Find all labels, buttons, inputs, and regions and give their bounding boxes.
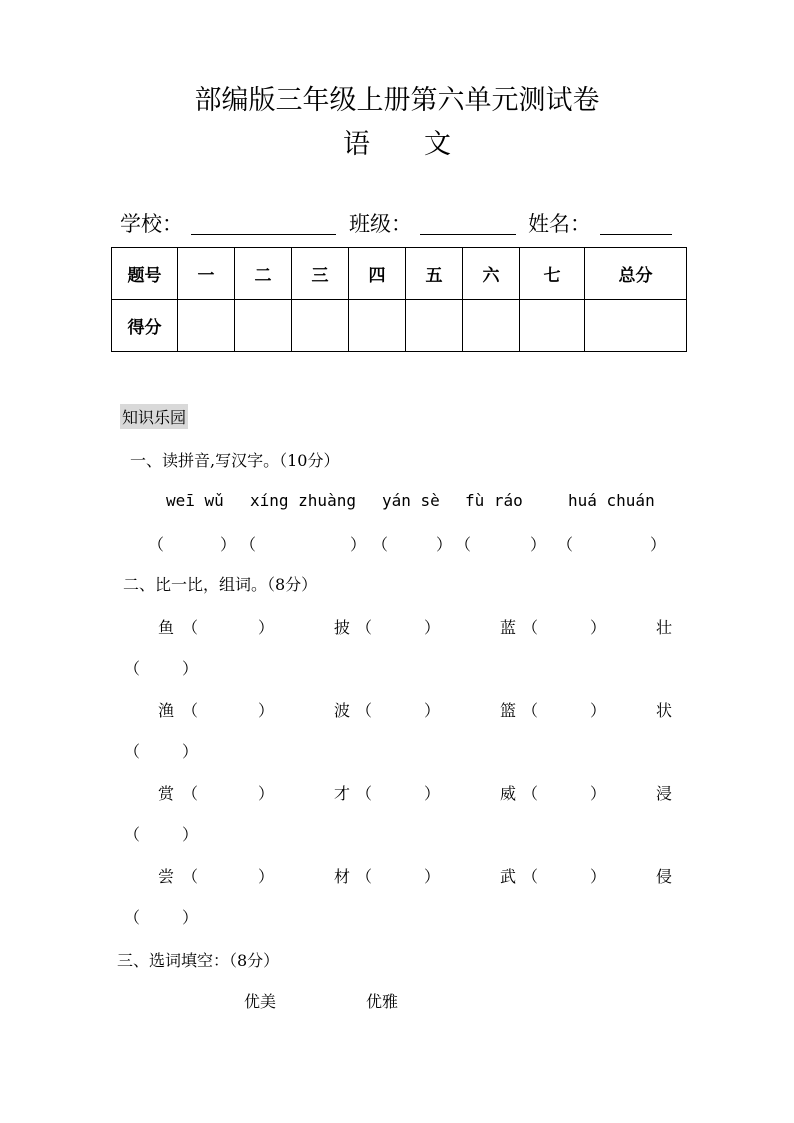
q2-char: 篮 xyxy=(500,701,517,720)
q2-char: 波 xyxy=(334,701,351,720)
table-cell: 二 xyxy=(235,248,292,300)
q2-char: 鱼 xyxy=(158,618,175,637)
score-cell[interactable] xyxy=(349,300,406,352)
paren-close: ） xyxy=(350,535,367,554)
paren-open: （ xyxy=(522,618,539,637)
paren-close: ） xyxy=(258,618,275,637)
q2-char: 材 xyxy=(334,867,351,886)
paren-close: ） xyxy=(258,867,275,886)
paren-close: ） xyxy=(182,825,199,844)
paren-close: ） xyxy=(424,618,441,637)
paren-open: （ xyxy=(182,867,199,886)
table-cell: 七 xyxy=(520,248,585,300)
q1-pinyin: weī wǔ xyxy=(166,491,224,510)
subject-char-1: 语 xyxy=(343,129,370,160)
paren-close: ） xyxy=(436,535,453,554)
class-field[interactable] xyxy=(420,212,516,235)
table-cell: 五 xyxy=(406,248,463,300)
table-cell: 总分 xyxy=(585,248,687,300)
paren-close: ） xyxy=(220,535,237,554)
school-field[interactable] xyxy=(191,212,336,235)
q2-char: 蓝 xyxy=(500,618,517,637)
school-label: 学校： xyxy=(120,212,183,236)
q2-char: 浸 xyxy=(656,784,673,803)
paren-close: ） xyxy=(590,701,607,720)
class-label: 班级： xyxy=(349,212,412,236)
paren-open: （ xyxy=(124,659,141,678)
q2-char: 尝 xyxy=(158,867,175,886)
score-cell[interactable] xyxy=(520,300,585,352)
q2-char: 才 xyxy=(334,784,351,803)
paren-close: ） xyxy=(650,535,667,554)
paren-open: （ xyxy=(557,535,574,554)
q3-word: 优雅 xyxy=(366,992,399,1011)
q1-pinyin: yán sè xyxy=(382,491,440,510)
score-cell[interactable] xyxy=(235,300,292,352)
paren-open: （ xyxy=(124,908,141,927)
page-title: 部编版三年级上册第六单元测试卷 xyxy=(194,85,600,116)
subject-char-2: 文 xyxy=(424,129,451,160)
score-table xyxy=(111,247,687,352)
paren-close: ） xyxy=(590,784,607,803)
q3-heading: 三、选词填空：（8分） xyxy=(117,951,280,970)
paren-open: （ xyxy=(455,535,472,554)
score-table-header-row xyxy=(112,248,687,300)
name-label: 姓名： xyxy=(528,212,591,236)
paren-open: （ xyxy=(522,867,539,886)
q2-char: 赏 xyxy=(158,784,175,803)
section-label: 知识乐园 xyxy=(120,404,188,429)
paren-open: （ xyxy=(522,701,539,720)
paren-open: （ xyxy=(124,825,141,844)
paren-open: （ xyxy=(240,535,257,554)
q2-char: 威 xyxy=(500,784,517,803)
q3-word: 优美 xyxy=(244,992,277,1011)
score-cell[interactable] xyxy=(585,300,687,352)
paren-close: ） xyxy=(424,701,441,720)
q2-char: 壮 xyxy=(656,618,673,637)
table-cell: 得分 xyxy=(112,300,178,352)
score-cell[interactable] xyxy=(178,300,235,352)
table-cell: 一 xyxy=(178,248,235,300)
table-cell: 三 xyxy=(292,248,349,300)
q1-pinyin: fù ráo xyxy=(465,491,523,510)
paren-open: （ xyxy=(182,784,199,803)
q1-pinyin: xíng zhuàng xyxy=(250,491,356,510)
paren-open: （ xyxy=(372,535,389,554)
paren-close: ） xyxy=(424,867,441,886)
paren-open: （ xyxy=(356,618,373,637)
score-cell[interactable] xyxy=(406,300,463,352)
score-table-score-row xyxy=(112,300,687,352)
paren-open: （ xyxy=(356,867,373,886)
paren-close: ） xyxy=(590,618,607,637)
paren-open: （ xyxy=(148,535,165,554)
paren-close: ） xyxy=(530,535,547,554)
table-cell: 六 xyxy=(463,248,520,300)
table-cell: 四 xyxy=(349,248,406,300)
q2-char: 渔 xyxy=(158,701,175,720)
paren-open: （ xyxy=(182,701,199,720)
q2-char: 侵 xyxy=(656,867,673,886)
q1-heading: 一、读拼音,写汉字。（10分） xyxy=(130,451,340,470)
score-cell[interactable] xyxy=(463,300,520,352)
paren-close: ） xyxy=(182,659,199,678)
q1-pinyin: huá chuán xyxy=(568,491,655,510)
paren-open: （ xyxy=(182,618,199,637)
q2-char: 武 xyxy=(500,867,517,886)
paren-close: ） xyxy=(590,867,607,886)
q2-heading: 二、比一比，组词。（8分） xyxy=(123,575,318,594)
paren-close: ） xyxy=(424,784,441,803)
paren-open: （ xyxy=(124,742,141,761)
table-cell: 题号 xyxy=(112,248,178,300)
paren-open: （ xyxy=(356,784,373,803)
name-field[interactable] xyxy=(600,212,672,235)
paren-close: ） xyxy=(258,701,275,720)
paren-open: （ xyxy=(522,784,539,803)
paren-close: ） xyxy=(258,784,275,803)
paren-close: ） xyxy=(182,742,199,761)
score-cell[interactable] xyxy=(292,300,349,352)
q2-char: 披 xyxy=(334,618,351,637)
paren-open: （ xyxy=(356,701,373,720)
q2-char: 状 xyxy=(656,701,673,720)
paren-close: ） xyxy=(182,908,199,927)
subject-title xyxy=(0,122,794,161)
